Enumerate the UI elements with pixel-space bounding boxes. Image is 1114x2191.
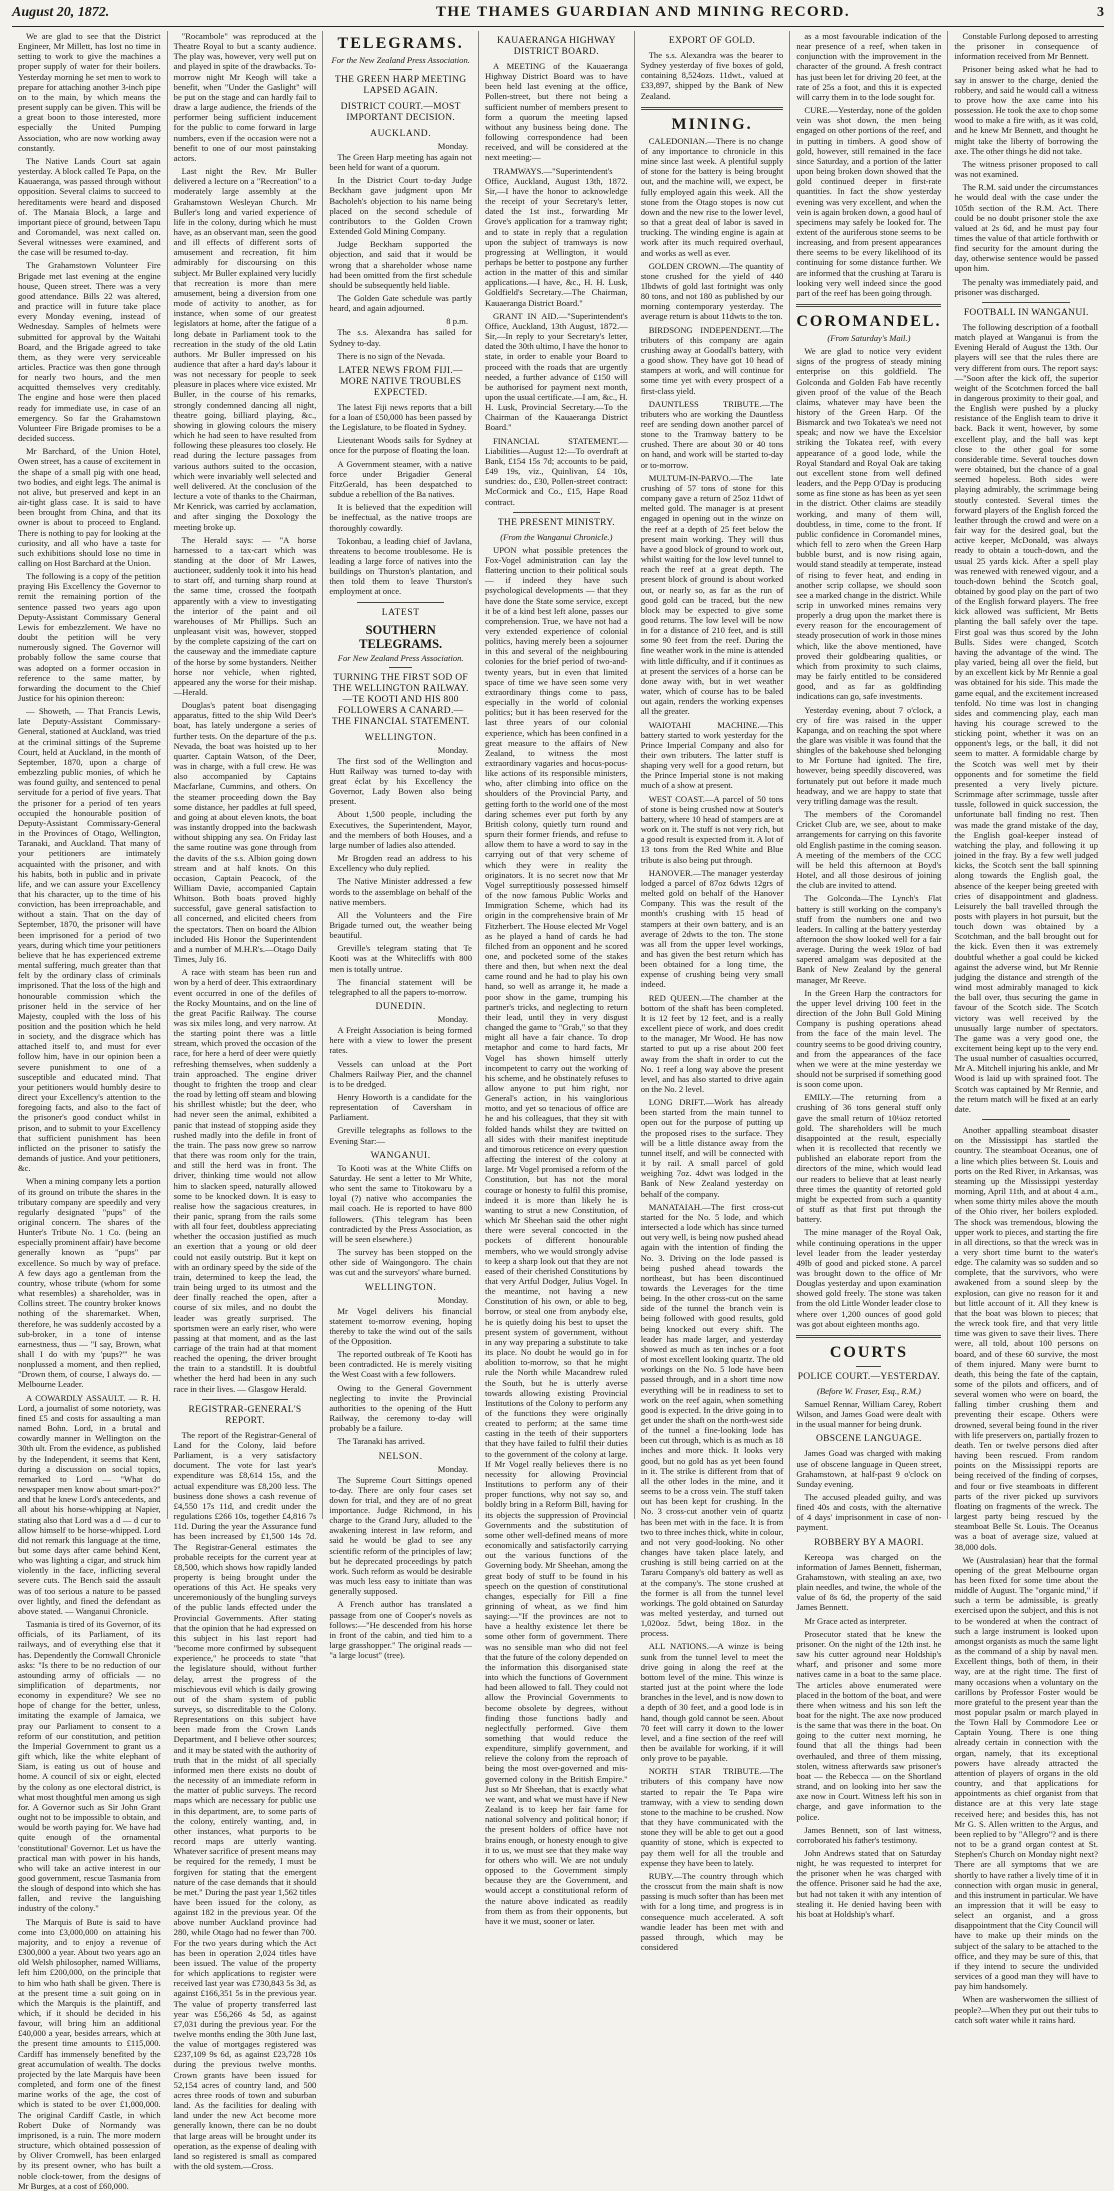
subheading: LATER NEWS FROM FIJI.—MORE NATIVE TROUBLES EXPECTED. (338, 365, 463, 398)
column-7 (948, 31, 1104, 2025)
article-paragraph: MANATAIAH.—The first cross-cut started for the No. 5 lode, and which intersected a lode which has since turned out very well, is being now pushed ahead again with the intention of finding the No. 3. Driving on the lode passed is being pushed ahead towards the northeast, but has been discontinued towards the Leverages for the time being. In the other cross-cut on the same side of the tunnel the branch vein is being followed with good results, gold being knocked out every shift. The leader has made larger, and yesterday showed as much as ten inches or a foot of most excellent looking quartz. The old workings on the No. 5 lode have been passed through, and in a short time now everything will be in readiness to set to work on the reef again, when something good is expected. In the drive going in to get under the shaft on the north-west side of the tunnel a fine-looking lode has been cut through, which is as much as 18 inches and more thick. It looks very good, but no gold has as yet been found in it. The strike is different from that of all the other lodes in the mine, and it seems to be a cross vein. The stuff taken out has been kept for crushing. In the No. 3 cross-cut another vein of quartz has been met with in the face. It is from two to three inches thick, white in colour, and not very good-looking. No other changes have taken place lately, and crushing is still being carried on at the Tararu Company's old battery as well as at the company's. The stone crushed at the former is all from the tunnel level workings. The gold obtained on Saturday was melted yesterday, and turned out 1,020oz. 5dwt, being 18oz. in the process. (640, 1201, 784, 1639)
page-header (12, 4, 1104, 27)
article-paragraph: The following is a copy of the petition praying His Excellency the Governor to remit the remaining portion of the sentence passed two years ago upon Deputy-Assistant Commissary General Lewis for embezzlement. We have no doubt the petition will be very numerously signed. The Governor will probably follow the same course that was adopted on a former occasion in reference to the same matter, by forwarding the document to the Chief Justice for his opinion thereon: (18, 571, 161, 703)
article-paragraph: Kereopa was charged on the information of James Bennett, fisherman, Grahamstown, with stealing an axe, two plain needles, and twine, the whole of the value of 8s 6d, the property of the said James Bennett. (796, 1551, 942, 1613)
article-paragraph: The Native Lands Court sat again yesterday. A block called Te Papa, on the Kauaeranga, was passed through without opposition. Several claims to succeed to hereditaments were heard and disposed of. The Manaia Block, a large and important piece of ground, between Tapu and Coromandel, was next called on. Several witnesses were examined, and the case will be resumed to-day. (18, 155, 161, 258)
divider (796, 1335, 941, 1338)
article-paragraph: The Green Harp meeting has again not been held for want of a quorum. (329, 152, 473, 173)
article-paragraph: A Freight Association is being formed here with a view to lower the present rates. (329, 1025, 473, 1056)
article-paragraph: The penalty was immediately paid, and prisoner was discharged. (954, 276, 1099, 297)
press-association-note: For New Zealand Press Association. (337, 652, 464, 663)
article-paragraph: The R.M. said under the circumstances he would deal with the case under the 105th section of the R.M. Act. There could be no doubt prisoner stole the axe valued at 2s 6d, and he must pay four times the value of that article forthwith or find security for the amount during the day, otherwise sentence would be passed upon him. (954, 182, 1099, 274)
section-heading: THE PRESENT MINISTRY. (497, 517, 615, 528)
article-paragraph: CURE.—Yesterday, none of the golden vein was shot down, the men being engaged on other portions of the reef, and in putting in timbers. A good show of gold, however, still remained in the face since Saturday, and a portion of the latter upon being broken down showed that the gold continued deeper in first-rate quantities. In fact the show yesterday evening was very excellent, and when the vein is again broken down, a good haul of specimens may safely be looked for. The extent of the auriferous stone seems to be increasing, and from present appearances there seems to be every likelihood of its continuing for some distance further. We are informed that the crushing at Tararu is looking very well indeed since the good part of the reef has been going through. (796, 105, 942, 298)
divider (389, 667, 412, 668)
subheading: TURNING THE FIRST SOD OF THE WELLINGTON RAILWAY.—TE KOOTI AND HIS 800 FOLLOWERS A CANARD.—THE FINANCIAL STATEMENT. (331, 672, 470, 727)
place-heading: WANGANUI. (370, 1150, 431, 1161)
article-paragraph: HANOVER.—The manager yesterday lodged a parcel of 87oz 6dwts 12grs of melted gold on behalf of the Hanover Company. This was the result of the month's crushing with 15 head of stampers at their own battery, and is an average of 2dwts to the ton. The stone was all from the upper level workings, and has given the best return which has been obtained for a long time, the expense of crushing being very small indeed. (640, 867, 784, 990)
article-paragraph: Owing to the General Government neglecting to invite the Provincial authorities to the opening of the Hutt Railway, the ceremony to-day will probably be a failure. (329, 1382, 473, 1434)
article-paragraph: A COWARDLY ASSAULT. — R. H. Lord, a journalist of some notoriety, was fined £5 and costs for assaulting a man named Bohn. Lord, in a brutal and cowardly manner in Wellington on the 30th ult. From the evidence, as published by the Independent, it seems that Kent, during a discussion on social topics, remarked to Lord — "What do newspaper men know about smart-pox?" and that he knew Lord's antecedents, and all about his horse-whipping at Napier, stating also that Lord was a d — d cur to allow himself to be horse-whipped. Lord did not remark this language at the time, but some days after came behind Kent, who was lighting a cigar, and struck him violently in the face, inflicting several severe cuts. The Bench said the assault was of too serious a nature to be passed over lightly, and fined the defendant as above stated. — Wanganui Chronicle. (18, 1392, 161, 1616)
divider (982, 1119, 1070, 1120)
article-paragraph: Mr Barchard, of the Union Hotel, Owen street, has a cause of excitement in the shape of a small pig with one head, two bodies, and eight legs. The animal is not alive, but preserved and kept in an air-tight glass case. It is said to have been brought from China, and that its owner is about to proceed to England. There is nothing to pay for looking at the curiosity, and all who have a taste for such exhibitions should lose no time in calling on Host Barchard at the Union. (18, 446, 161, 568)
article-paragraph: NORTH STAR TRIBUTE.—The tributers of this company have now started to repair the Te Papa wire tramway, with a view to sending down stone to the machine to be crushed. Now that they have communicated with the stone they will be able to get out a good quantity of stone, which is expected to pay them well for all the trouble and expense they have been to lately. (640, 1766, 784, 1868)
article-paragraph: BIRDSONG INDEPENDENT.—The tributers of this company are again crushing away at Goodall's battery, with a good show. They have got 10 head of stampers at work, and will continue for some time yet with every prospect of a first-class yield. (640, 324, 784, 396)
article-paragraph: WAIOTAHI MACHINE.—This battery started to work yesterday for the Prince Imperial Company and also for their own tributers. The latter stuff is shaping very well for a good return, but the Prince Imperial stone is not making much of a show at present. (640, 719, 784, 791)
article-paragraph: UPON what possible pretences the Fox-Vogel administration can lay the flattering unction to their political souls — if indeed they have such psychological developments — that they have done the State some service, except it be of a kind best left alone, passes our comprehension. True, we have not had a very extended experience of colonial politics, having merely been a sojourner in this and several of the neighbouring colonies for the brief period of two-and-twenty years, but in even that limited space of time we have seen some very extraordinary things come to pass, especially in the world of colonial politics; but it has been reserved for the last three years of our colonial experience, which has been confined in a great measure to the affairs of New Zealand, to witness the most extraordinary vagaries and hocus-pocus-like actions of its responsible ministers, who, after climbing into office on the shoulders of the Provincial Party, and getting forth to the world one of the most daring schemes ever put forth by any British colony, quietly turn round and spurn their former friends, and refuse to allow them to have a word to say in the carrying out of that very scheme of which they were in reality the originators. It is no secret now that Mr Vogel surreptitiously possessed himself of the now famous Public Works and Immigration Scheme, which had its origin in the comprehensive brain of Mr Fitzherbert. The House elected Mr Vogel as he played a hand of cards he had filched from an opponent and he scored one, and pocketed some of the stakes there and then, but when next the deal came round and he had to play his own hand, so well as arrange it, he made a poor show in the game, trumping his partner's tricks, and neglecting to return their lead, until they in very disgust changed the game to "Grab," so that they might all have a fair chance. To drop metaphor and come to hard facts, Mr Vogel has shown himself utterly incompetent to carry out the working of his scheme, and he obstinately refuses to allow anyone to put him right, nor General's action, in his vainglorious motto, and yet so tenacious of office are he and his colleagues, that they sit with folded hands whilst they are twitted on all sides with their manifest ineptitude and timorous reticence on every question affecting the interest of the colony at large. Mr Vogel promised a reform of the Constitution, but has not the moral courage or honesty to fulfil this promise, indeed it is more than likely he is wanting to strut a new Constitution, of which Mr Sheehan said the other night there were several concocted in the pockets of different honourable members, who we would strongly advise to keep a sharp look out that they are not eased of their cherished Constitutions by that very Artful Dodger, Julius Vogel. In the meantime, not having a new Constitution of his own, or able to beg, borrow, or steal one from anybody else, he is quietly doing his best to upset the present system of government, without in any way preparing a substitute to take its place. No doubt he would go in for abolition to-morrow, so that he might rule the North while Macandrew ruled the South, but he is utterly averse towards allowing existing Provincial Institutions of the Colony to perform any of the functions they were originally created to perform; at the same time casting in the teeth of their supporters that they have failed to fulfil their duties to the government of the colony at large. If Mr Vogel really believes there is no necessity for allowing Provincial Institutions to perform any of their proper functions, why not say so, and boldly bring in a Reform Bill, having for its objects the suppression of Provincial Governments and the substitution of some other well-defined means of more economically and satisfactorily carrying out the various functions of the Governing body. Mr Sheehan, among the great body of stuff to be found in his speech on the question of constitutional changes, especially for Fill a fine grinning of wheat, as we find him saying:—"If the provinces are not to have a healthy existence let there be some other form of government. There was no sensible man who did not feel that the future of the colony depended on the information this disorganised state into which the functions of Government had been allowed to fall. They could not allow the Provincial Governments to become obsolete by degrees, without finding those functions badly and neglectfully performed. Give them something that would reduce the expenditure, simplify government, and relieve the colony from the reproach of being the most over-governed and mis-governed colony in the British Empire." Just so Mr Sheehan, that is exactly what we want, and what we must have if New Zealand is to keep her fair fame for national solvency and political honor; if the present holders of office have not brains enough, or honesty enough to give it to us, we must see that they make way for others who will. We are not unduly opposed to the Government simply because they are the Government, and would accept a constitutional reform of the nature above indicated as readily from them as from their opponents, but have it we must, sooner or later. (485, 544, 628, 1926)
article-paragraph: A Government steamer, with a native force under Brigadier General FitzGerald, has been despatched to subdue a rebellion of the Ba natives. (329, 458, 473, 500)
article-paragraph: Tasmania is tired of its Governor, of its officials, of its Parliament, of its railways, and of everything else that it has. Dependently the Cornwall Chronicle asks: "Is there to be no reduction of our astounding army of officials — no simplification of departments, nor economy in expenditure? We see no hope of change for the better, unless, imitating the example of Jamaica, we pray our Parliament to consent to a reform of our constitution, and petition the Imperial Government to grant us a gift which, like the white elephant of Siam, is eating us out of house and home. A council of six or eight, elected by the colony as one electoral district, is what most thoughtful men among us sigh for. A Governor such as Sir John Grant ought not to be impossible to obtain, and would be worth paying for. We have had quite enough of the ornamental 'constitutional' Governor. Let us have the practical man with power in his hands, who will take an active interest in our good government, rescue Tasmania from the slough of despond into which she has fallen, and revive the languishing industry of the colony." (18, 1619, 161, 1914)
article-paragraph: James Bennett, son of last witness, corroborated his father's testimony. (796, 1824, 942, 1845)
article-paragraph: CALEDONIAN.—There is no change of any importance to chronicle in this mine since last week. A plentiful supply of stone for the battery is being brought out, and the machine will, we expect, be fully employed again this week. All the stone from the Otago stopes is now cut down and the new rise to the lower level, so that a great deal of labor is saved in trucking. The winding engine is again at work after its much required overhaul, and works as well as ever. (640, 135, 784, 258)
place-heading: NELSON. (378, 1451, 423, 1462)
article-paragraph: The survey has been stopped on the other side of Waingongoro. The chain was cut and the surveyors' whare burned. (329, 1247, 473, 1278)
column-5 (635, 31, 791, 1952)
article-paragraph: The Golconda—The Lynch's Flat battery is still working on the company's stuff from the numbers one and two leaders. In calling at the battery yesterday afternoon the show looked well for a fair average. During the week 19loz of bad sapered amalgam was deposited at the Bank of New Zealand by the general manager, Mr Reeve. (796, 893, 942, 985)
article-paragraph: GOLDEN CROWN.—The quantity of stone crushed for the yield of 440 1lbdwts of gold last fortnight was only 80 tons, and not 180 as published by our morning contemporary yesterday. The average return is about 11dwts to the ton. (640, 260, 784, 322)
article-paragraph: We are glad to notice very evident signs of the progress of steady mining enterprise on this goldfield. The Golconda and Golden Fab have recently given proof of the value of the Beach claims, whatever may have been the history of the Green Harp. Of the Bismarck and two Tokatea's we need not speak; and now we have the Excelsior striking the Tokatea reef, with every appearance of a good lode, while the Royal Standard and Royal Oak are taking out excellent stone from well defined leaders, and the Pepp O'Day is producing some as fine stone as has been as yet seen in the district. Other claims are steadily working, and many of them will, doubtless, in time, come to the front. If public confidence in Coromandel mines, which fell to zero when the Green Harp bubble burst, and is now rising again, would stand steadily at temperate, instead of rising to fever heat, and ending in another scrip collapse, we should soon see a marked change in the district. While scrip in unworked mines remains very properly a drug upon the market there is every reason for the encouragement of steady prosecution of work in those mines which, like the above mentioned, have proved their goldbearing qualities, or which from proximity to such claims, may be fairly entitled to be considered good, and as far as goldfinding indications can go, safe investments. (796, 346, 942, 702)
article-paragraph: We are glad to see that the District Engineer, Mr Millett, has lost no time in setting to work to give the machines a proper supply of water for their boilers. Yesterday morning he set men to work to prepare for attaching another 3-inch pipe on to the main, by which means the present supply can be given. This will be a great boon to those interested, more especially the United Pumping Association, who are now working away constantly. (18, 31, 161, 153)
article-paragraph: The Herald says: — "A horse harnessed to a tax-cart which was standing at the door of Mr Lawes, auctioneer, suddenly took it into his head to start off, and turning sharp round at the same time, crossed the footpath apparently with a view to investigating the interior of the paint and oil warehouses of Mr Phillips. Such an unpleasant visit was, however, stopped by the complete capsizing of the cart on the causeway and the immediate capture of the horse by some bystanders. Neither horse nor vehicle, when righted, appeared any the worse for their mishap.—Herald. (173, 534, 317, 697)
dateline: Monday. (437, 141, 469, 151)
columns (12, 31, 1104, 2191)
section-heading: EXPORT OF GOLD. (668, 36, 756, 46)
source-note: (From the Wanganui Chronicle.) (500, 531, 613, 542)
article-paragraph: DAUNTLESS TRIBUTE.—The tributers who are working the Dauntless reef are sending down another parcel of stone to the Tramway battery to be crushed. There are about 30 or 40 tons on hand, and work will be started to-day or to-morrow. (640, 398, 784, 470)
article-paragraph: Greville telegraphs as follows to the Evening Star:— (329, 1125, 473, 1146)
article-paragraph: The witness prisoner proposed to call was not examined. (954, 158, 1099, 180)
subheading: POLICE COURT.—YESTERDAY. (797, 1371, 941, 1382)
article-paragraph: In the District Court to-day Judge Beckham gave judgment upon Mr Bacholeh's objection to his name being placed on the second schedule of contributors to the Golden Crown Extended Gold Mining Company. (329, 175, 473, 237)
article-paragraph: The accused pleaded guilty, and was fined 40s and costs, with the alternative of 4 days' imprisonment in case of non-payment. (796, 1492, 942, 1533)
article-paragraph: The s.s. Alexandra was the bearer to Sydney yesterday of five boxes of gold, containing 8,524ozs. 11dwt., valued at £33,897, shipped by the Bank of New Zealand. (640, 50, 784, 101)
article-paragraph: ALL NATIONS.—A winze is being sunk from the tunnel level to meet the drive going in along the reef at the bottom level of the mine. This winze is started just at the point where the lode branches in the level, and is now down to a depth of 30 feet, and a good lode is in hand, though gold cannot be seen. About 70 feet will carry it down to the lower level, and a fine section of the reef will then be available for working, if it will only prove to be payable. (640, 1641, 784, 1764)
divider (856, 1366, 881, 1367)
page-number: 3 (1097, 5, 1104, 20)
column-2 (168, 31, 324, 2172)
article-paragraph: The Native Minister addressed a few words to the assemblage on behalf of the native members. (329, 876, 473, 907)
article-paragraph: A French author has translated a passage from one of Cooper's novels as follows:—"He descended from his horse in front of the cabin, and tied him to a large grasshopper." The original reads — "a large locust" (tree). (329, 1599, 473, 1661)
article-paragraph: About 1,500 people, including the Executives, the Superintendent, Mayor, and the members of both Houses, and a large number of ladies also attended. (329, 809, 473, 850)
courts-heading: COURTS (829, 1343, 908, 1361)
article-paragraph: The following description of a football match played at Wanganui is from the Evening Herald of August the 13th. Our players will see that the rules there are very different from ours. The report says:—"Soon after the kick off, the superior weight of the Scotchmen forced the ball in dangerous proximity to their goal, and the English were pushed by a plucky resistance of the English team to drive it back. Back it went, however, by some excellent play, and the ball was kept close to the other goal for some considerable time. Several touches down were obtained, but the chance of a goal seemed hopeless. Both sides were playing admirably, the scrimmage being stoutly contested. Several times the forward players of the English forced the leather through the crowd and were on a fair way for the desired goal, but the active keeper, McDonald, was always ready to obtain a touch-down, and the usual 25 yards kick. After a spell play was renewed with renewed vigour, and a touch-down behind the Scotch goal, obtained by good play on the part of two of the English forward players. The free kick allowed was sufficient, Mr Betts planting the ball safely over the tape. First goal was thus scored by the John Bulls. Sides were changed, Scotch having the advantage of the wind. The play varied, being all over the field, but by an excellent kick by Mr Rennie a goal was obtained for his side. This made the game equal, and the excitement increased tenfold. No time was lost in changing sides and commencing play, each man having his courage screwed to the sticking point, whether it was on an opponent's legs, or the ball, it did not seem to matter. A formidable charge by the Scotch was well met by their opponents and for sometime the field presented a very lively picture. Scrimmage after scrimmage, tussle after tussle, followed in quick succession, the unfortunate ball finding no rest. Then was made the grand mistake of the day, the English goal-keeper instead of watching the play, and following it up joined in the fray. By a few well judged kicks, the Scotch sent the ball spinning along towards the English goal, the absence of the keeper being greeted with cries of disappointment and gladness. Leisurely the ball travelled through the posts with players in hot pursuit, but the touch down was obtained by a Scotchman, and the ball brought out for the kick. Even then it was extremely doubtful whether a goal could be kicked against the adverse wind, but Mr Rennie judging the distance and strength of the wind most admirably managed to kick the ball over, thus securing the game in favour of the Scotch side. The Scotch victory was well received by the unusually large number of spectators. The game was a very good one, the excitement being kept up to the very end. The usual number of casualties occurred, Mr A. Mitchell injuring his ankle, and Mr Wood is laid up with sprained foot. The Scotch was captained by Mr Rennie, and the return match will be fixed at an early date. (954, 321, 1099, 1114)
divider (389, 69, 412, 70)
article-paragraph: The Supreme Court Sittings opened to-day. There are only four cases set down for trial, and they are of no great importance. Judge Richmond, in his charge to the Grand Jury, alluded to the awakening interest in law reform, and said he would be glad to see any scientific reform of the principles of law; but he deprecated proceedings by patch work. Such reform as would be desirable was much less easy to initiate than was generally supposed. (329, 1474, 473, 1597)
article-paragraph: In the Green Harp the contractors for the upper level driving 100 feet in the direction of the John Bull Gold Mining Company is pushing operations ahead from the face of the main level. The country seems to be good driving country, and from the appearances of the face when we were at the mine yesterday we should not be surprised if something good is soon come upon. (796, 987, 942, 1090)
article-paragraph: "Rocambole" was reproduced at the Theatre Royal to but a scanty audience. The play was, however, very well put on and played in spite of the drawbacks. To-morrow night Mr Keogh will take a benefit, when "Under the Gaslight" will be put on the stage and can hardly fail to draw a large audience, the friends of the performer being sufficient inducement for the public to come forward in large numbers, even if the occasion were not a benefit to one of our most painstaking actors. (173, 31, 317, 163)
article-paragraph: Lieutenant Woods sails for Sydney at once for the purpose of floating the loan. (329, 435, 473, 456)
article-paragraph: Prosecutor stated that he knew the prisoner. On the night of the 12th inst. he saw his cutter aground near Holdship's wharf, and prisoner and some more natives came in a boat to the same place. The articles above enumerated were placed in the bottom of the boat, and were there when witness and his son left the boat for the night. The axe now produced is the same that was there in the boat. On going to the cutter next morning, he found that all the things had been overhauled, and three of them missing, stolen, witness afterwards saw prisoner's boat — the Rebecca — on the Shortland strand, and on looking into her saw the axe now in Court. Witness left his son in charge, and gave information to the police. (796, 1628, 942, 1822)
place-heading: AUCKLAND. (370, 129, 432, 139)
article-paragraph: John Andrews stated that on Saturday night, he was requested to interpret for the prisoner when he was charged with the offence. Prisoner said he had the axe, but had not taken it with any intention of stealing it. He denied having been with his boat at Holdship's wharf. (796, 1848, 942, 1919)
press-association-note: For the New Zealand Press Association. (331, 55, 470, 65)
divider (202, 1399, 289, 1400)
article-paragraph: as a most favourable indication of the near presence of a reef, when taken in conjunction with the improvement in the character of the ground. A fresh contract has just been let for driving 20 feet, at the rate of 25s a foot, and this it is expected will carry them in to the lode sought for. (796, 31, 942, 102)
article-paragraph: GRANT IN AID.—"Superintendent's Office, Auckland, 13th August, 1872.—Sir,—In reply to your Secretary's letter, dated the 30th ultimo, I have the honor to state, in order to enable your Board to proceed with the roads that are urgently needed, a further advance of £150 will be authorised for payment next month, upon the usual certificate.—I am, &c., H. H. Lusk, Provincial Secretary.—To the Chairman of the Kauaeranga District Board." (485, 310, 628, 433)
article-paragraph: Henry Howorth is a candidate for the representation of Caversham in Parliament. (329, 1092, 473, 1123)
column-4 (479, 31, 635, 1926)
dateline: Monday. (437, 1463, 469, 1474)
article-paragraph: Mr Vogel delivers his financial statement to-morrow evening, hoping thereby to take the wind out of the sails of the Opposition. (329, 1305, 473, 1346)
masthead: THE THAMES GUARDIAN AND MINING RECORD. (435, 4, 851, 20)
dateline: 8 p.m. (446, 316, 469, 327)
article-paragraph: It is believed that the expedition will be ineffectual, as the native troops are thoroughly cowardly. (329, 502, 473, 533)
article-paragraph: The Taranaki has arrived. (337, 1436, 425, 1447)
article-paragraph: The first sod of the Wellington and Hutt Railway was turned to-day with great éclat by his Excellency the Governor, Lady Bowen also being present. (329, 755, 473, 807)
article-paragraph: James Goad was charged with making use of obscene language in Queen street, Grahamstown, at half-past 9 o'clock on Sunday evening. (796, 1448, 942, 1489)
court-before-note: (Before W. Fraser, Esq., R.M.) (816, 1385, 921, 1396)
article-paragraph: The Golden Gate schedule was partly heard, and again adjourned. (329, 293, 473, 314)
article-paragraph: The members of the Coromandel Cricket Club are, we see, about to make arrangements for carrying on this favorite old English pastime in the coming season. A meeting of the members of the CCC will be held this afternoon at Boyd's Hotel, and all those desirous of joining the club are invited to attend. (796, 809, 942, 891)
article-paragraph: All the Volunteers and the Fire Brigade turned out, the weather being beautiful. (329, 909, 473, 941)
section-heading: FOOTBALL IN WANGANUI. (963, 307, 1089, 318)
column-3 (323, 31, 479, 1661)
article-paragraph: MULTUM-IN-PARVO.—The late crushing of 57 tons of stone for this company gave a return of 25oz 11dwt of melted gold. The manager is at present engaged in opening out in the winze on the reef at a depth of 25 feet below the present main working. They will thus have a good block of ground to work out, whilst waiting for the low level tunnel to reach the reef at a great depth. The present block of ground is about worked out, or nearly so, as far as the run of good gold can be traced, but the new block may be expected to give some good returns. The low level will be now in for a distance of 210 feet, and is still some 90 feet from the reef. During the fine weather work in the mine is attended with little difficulty, and if it continues as at present the services of a horse can be done away with, but in wet weather water, which of course has to be baled out again, renders the working expenses all the greater. (640, 472, 784, 717)
southern-telegrams-heading: SOUTHERN TELEGRAMS. (359, 622, 443, 651)
divider (982, 302, 1070, 303)
article-paragraph: Judge Beckham supported the objection, and said that it would be wrong that a shareholder whose name had been omitted from the first schedule should be subsequently held liable. (329, 239, 473, 290)
subheading: DISTRICT COURT.—MOST IMPORTANT DECISION. (340, 102, 461, 123)
article-paragraph: There is no sign of the Nevada. (337, 350, 445, 361)
article-paragraph: When are washerwomen the silliest of people?—When they put out their tubs to catch soft water while it rains hard. (954, 1994, 1099, 2025)
issue-date: August 20, 1872. (12, 5, 110, 20)
subheading: ROBBERY BY A MAORI. (814, 1537, 924, 1548)
article-paragraph: Prisoner being asked what he had to say in answer to the charge, denied the robbery, and said he would call a witness to prove how the axe came into his possession. He took the axe to chop some wood to make a fire with, as it was cold, and he knew Mr Bennett, and thought he might take the liberty of borrowing the axe. The other things he did not take. (954, 64, 1099, 156)
article-paragraph: — Showeth, — That Francis Lewis, late Deputy-Assistant Commissary-General, stationed at Auckland, was tried at the criminal sittings of the Supreme Court, held at Auckland, in the month of September, 1870, upon a charge of embezzling public monies, of which he was found guilty, and sentenced to penal servitude for a period of five years. That the prisoner for a period of ten years occupied the honourable position of Deputy-Assistant Commissary-General in the Provinces of Otago, Wellington, Taranaki, and Auckland. That many of your petitioners are intimately acquainted with the prisoner, and with his habits, both in public and in private life, and we can assure your Excellency that his character, up to the time of his conviction, has been irreproachable, and without a stain. That on the day of September, 1870, the prisoner will have been imprisoned for a period of two years, during which time your petitioners believe that he has experienced extreme mental suffering, much greater than that felt by the ordinary class of criminals imprisoned. That the loss of the high and honourable commission which the prisoner held in the service of her Majesty, coupled with the loss of his position and the position which he held in society, and the disgrace which has attached itself to, and must for ever follow him, have in our opinion been a severe punishment to one of a susceptible and educated mind. That your petitioners would humbly desire to direct your Excellency's attention to the foregoing facts, and also to the fact of the prisoner's good conduct whilst in prison, and to submit to your Excellency that sufficient punishment has been inflicted on the prisoner to satisfy the demands of justice. And your petitioners, &c. (18, 706, 161, 1174)
coromandel-heading: COROMANDEL. (796, 313, 942, 331)
article-paragraph: The Grahamstown Volunteer Fire Brigade met last evening at the engine house, Queen street. There was a very good attendance. Bills 22 was altered, and practice will in future take place every Monday evening, instead of Wednesday. Samples of helmets were submitted for approval by the Waitahi Board, and the Brigade agreed to take them, as they were very serviceable articles. Practice was then gone through for nearly two hours, and the men acquitted themselves very creditably. The engine and hose were then placed ready for immediate use, in case of an emergency. So far the Grahamstown Volunteer Fire Brigade promises to be a decided success. (18, 260, 161, 444)
article-paragraph: The report of the Registrar-General of Land for the Colony, laid before Parliament, is a very satisfactory document. The vote for last year's expenditure was £8,614 15s, and the actual expenditure was £8,200 less. The business done shows a cash revenue of £4,550 17s 11d, and credit under the regulations £266 10s, together £4,816 7s 11d. During the year the Assurance fund has been increased by £1,500 14s 7d. The Registrar-General estimates the probable receipts for the current year at £8,500, which shows how rapidly landed property is being brought under the operations of this Act. He speaks very unceremoniously of the bungling surveys of the public lands effected under the Provincial Governments. After stating that the opinion that he had expressed on this subject in his last report had "become more confirmed by subsequent experience," he proceeds to state "that the legislature should, without further delay, arrest the progress of the mischievous evil which is daily growing out of the sham system of public surveys, so discreditable to the Colony. Representations on this subject have been made from the Crown Lands Department, and I believe other sources; and it may be stated with the authority of truth that in the midst of all specially informed men there exists no doubt of the necessity of an immediate reform in the matter of public surveys. The record maps which are necessary for public use in this department, are, to some parts of the colony, entirely wanting, and, in other instances, what purports to be record maps are utterly wanting. Whatever sacrifice of present means may be required for the remedy, I must be forgiven for stating that the emergent nature of the case demands that it should be met." During the past year 1,562 titles have been issued for the colony, as against 182 in the previous year. Of the above number Auckland province had 280, while Otago had no fewer than 700. For the two years during which the Act has been in operation 2,024 titles have been issued. The value of the property for which applications to register were received last year was £730,843 5s 3d, as against £166,351 5s in the previous year. The value of property transferred last year was £56,266 4s 5d, as against £7,031 during the previous year. For the twelve months ending the 30th June last, the value of mortgages registered was £237,109 9s 6d, as against £23,728 10s during the previous twelve months. Crown grants have been issued for 52,154 acres of country land, and 500 acres three roods of town and suburban land. As the facilities for dealing with land under the new Act become more generally known, there can be no doubt that large areas will be brought under its operation, as the expense of dealing with land so registered is small as compared with the old system.—Cross. (173, 1429, 317, 2172)
article-paragraph: The latest Fiji news reports that a bill for a loan of £50,000 has been passed by the Legislature, to be floated in Sydney. (329, 401, 473, 433)
article-paragraph: Greville's telegram stating that Te Kooti was at the Whitecliffs with 800 men is totally untrue. (329, 943, 473, 974)
article-paragraph: RED QUEEN.—The chamber at the bottom of the shaft has been completed. It is 12 feet by 12 feet, and is a really excellent piece of work, and does credit to the manager, Mr Wood. He has now started to put up a rise about 200 feet away from the shaft in order to cut the No. 1 reef a long way above the present level, and has also started to drive again on the No. 2 level. (640, 992, 784, 1094)
section-heading: REGISTRAR-GENERAL'S REPORT. (188, 1404, 302, 1426)
article-paragraph: When a mining company lets a portion of its ground on tribute the shares in the tributary company are speedily and very regularly designated "pups" of the original concern. The shares of the Hunter's Tribute No. 1 Co. (being an especially prominent affair) have become generally known as "pups" par excellence. So much by way of preface. A few days ago a gentleman from the country, whose tribute (whom for some what resembles) a shareholder, was in Collins street. The country broker knows nothing of the sharemarket. When, therefore, he was suddenly accosted by a sub-broker, in a tone of intense earnestness, thus — "I say, Brown, what shall I do with my 'pups?'" he was nonplussed a moment, and then replied, "Drown them, of course, I always do. — Melbourne Leader. (18, 1176, 161, 1390)
column-1 (12, 31, 168, 2191)
article-paragraph: Samuel Rennar, William Carey, Robert Wilson, and James Goad were dealt with in the usual manner for being drunk. (796, 1398, 942, 1430)
source-note: (From Saturday's Mail.) (827, 333, 911, 344)
article-paragraph: Yesterday evening, about 7 o'clock, a cry of fire was raised in the upper Kapanga, and on reaching the spot where the glare was visible it was found that the shingles of the bakehouse shed belonging to Mr Fortune had ignited. The fire, however, being speedily discovered, was fortunately put out before it made much headway, and we are happy to state that very trifling damage was the result. (796, 704, 942, 806)
article-paragraph: The financial statement will be telegraphed to all the papers to-morrow. (329, 976, 473, 997)
article-paragraph: Constable Furlong deposed to arresting the prisoner in consequence of information received from Mr Bennett. (954, 31, 1099, 62)
mining-heading: MINING. (671, 115, 753, 133)
section-heading: KAUAERANGA HIGHWAY DISTRICT BOARD. (496, 36, 616, 57)
article-paragraph: The reported outbreak of Te Kooti has been contradicted. He is merely visiting the West Coast with a few followers. (329, 1349, 473, 1380)
article-paragraph: Mr Grace acted as interpreter. (804, 1615, 907, 1626)
dateline: Monday. (437, 1014, 469, 1025)
article-paragraph: LONG DRIFT.—Work has already been started from the main tunnel to open out for the purpose of putting up the proposed rises to the surface. They will be a little distance away from the tunnel itself, and will be connected with it by rail. A small parcel of gold weighing 7oz. 4dwt was lodged in the Bank of New Zealand yesterday on behalf of the company. (640, 1097, 784, 1199)
article-paragraph: The Marquis of Bute is said to have come into £3,000,000 on attaining his majority, and to enjoy a revenue of £300,000 a year. About two years ago an old Welsh philosopher, named Williams, left him £200,000, on the principle that to him who hath shall be given. There is at the present time a suit going on in which the Marquis is the plaintiff, and which, if it should be decided in his favour, will bring him an additional £40,000 a year, besides arrears, which at the present time amounts to £115,000. Cardiff has immensely benefited by the great accumulation of wealth. The docks projected by the late Marquis have been completed, and form one of the finest marine works of the age, the cost of which is stated to be over £1,000,000. The original Cardiff Castle, in which Robert Duke of Normandy was imprisoned, is a ruin. The more modern structure, which obtained possession of by Oliver Cromwell, has been enlarged by its present owner, who has built a noble clock-tower, from the designs of Mr Burges, at a cost of £60,000. (18, 1916, 161, 2191)
divider (357, 602, 444, 603)
divider (513, 512, 600, 513)
article-paragraph: Douglas's patent boat disengaging apparatus, fitted to the ship Wild Deer's boat, has lately undergone a series of further tests. On the departure of the p.s. Nevada, the boat was hoisted up to her quarter. Captain Watson, of the Deer, was in charge, with a full crew. He was also accompanied by Captains Macfarlane, Cummins, and others. On the steamer proceeding down the Bay some distance, her paddles at full speed, and going at about eleven knots, the boat was instantly dropped into the backwash without shipping any sea. On Friday last the same routine was gone through from the davits of the s.s. Albion going down stream and at half knots. On this occasion, Captain Peacock, of the William Davie, accompanied Captain Whitson. Both boats proved highly successful, gave general satisfaction to all concerned, and elicited cheers from the spectators. Then on board the Albion included His Honor the Superintendent and a number of M.H.R's.—Otago Daily Times, July 16. (173, 700, 317, 965)
dateline: Monday. (437, 744, 469, 755)
place-heading: WELLINGTON. (364, 732, 437, 743)
divider (641, 107, 784, 110)
article-paragraph: TRAMWAYS.—"Superintendent's Office, Auckland, August 13th, 1872. Sir,—I have the honor to acknowledge the receipt of your Secretary's letter, dated the 1st inst., forwarding Mr Grove's application for a tramway right; and to state in reply that a regulation upon the subject of tramways is now progressing at Wellington, it would perhaps be better to postpone any further action in the matter of this and similar applications.—I have, &c., H. H. Lusk, Goldfield's Secretary.—The Chairman, Kauaeranga District Board." (485, 165, 628, 308)
article-paragraph: A MEETING of the Kauaeranga Highway District Board was to have been held last evening at the office, Pollen-street, but there not being a sufficient number of members present to form a quorum the meeting lapsed without any business being done. The following correspondence had been received, and will be considered at the next meeting:— (485, 61, 628, 163)
article-paragraph: Vessels can unload at the Port Chalmers Railway Pier, and the channel is to be dredged. (329, 1058, 473, 1089)
column-6 (790, 31, 948, 1919)
telegrams-heading: TELEGRAMS. (337, 35, 464, 52)
article-paragraph: RUBY.—The country through which the crosscut from the main shaft is now passing is much softer than has been met with for a long time, and progress is in consequence much accelerated. A soft wandie leader has been met with and passed through, which may be considered (640, 1870, 784, 1952)
dateline: Monday. (437, 1294, 469, 1305)
article-paragraph: EMILY.—The returning from a crushing of 36 tons general stuff only gave the small return of 10¼oz retorted gold. The shareholders will be much disappointed at the result, especially when it is recollected that recently we published an elaborate report from the directors of the mine, which would lead our readers to believe that at least nearly three times the quantity of retorted gold might be expected from such a quantity of stuff as that first put through the battery. (796, 1092, 942, 1225)
article-paragraph: A race with steam has been run and won by a herd of deer. This extraordinary event occurred in one of the defiles of the Rocky Mountains, and on the line of the great Pacific Railway. The course was six miles long, and very narrow. At the starting point there was a little stream, which proved the occasion of the race, for here a herd of deer were quietly refreshing themselves, when suddenly a train approached. The engine driver thought to frighten the troop and clear the road by letting off steam and blowing his shrillest whistle; but the deer, who had never seen the animal, exhibited a panic that instead of stopping aside they rushed madly into the defile in front of the train. The pass now grew so narrow that there was room only for the train, and still the herd was in front. The driver, thinking time would not allow him to slacken speed, naturally allowed some to be knocked down. It is easy to realise how the sagacious creatures, in their panic, sprang from the rails some with all four feet, doubtless appreciating whether the occasion justified as much an exertion that a young or old deer could not easily outstrip. But it kept on with an ordinary speed by the side of the train, determined to keep the lead, the train being urged to its utmost and the deer finally reached the open, after a course of six miles, and no doubt the leader was greatly surprised. The sportsmen were an early riser, who were passing at that moment, and as the last carriage of the train had at that moment reached the opening, the driver brought the train to a standstill. It is doubtful whether the herd had been in any such race in their lives. — Glasgow Herald. (173, 967, 317, 1394)
article-paragraph: Mr Brogden read an address to his Excellency who duly replied. (329, 853, 473, 874)
article-paragraph: We (Australasian) hear that the formal opening of the great Melbourne organ has been fixed for some time about the middle of August. The "organic mind," if such a term be admissible, is greatly exercised upon the subject, and this is not to be wondered at when the contract of such a large instrument is looked upon amongst organists as much the same light as the command of a ship by naval men. Excellent things, both of them, in their way, are at the right time. The first of many occasions when a voluntary on the carillons by Professor Foster would be more grateful to the present year than the most popular psalm or march played in the Town Hall by Commodore Lee or Captain Young. There is one thing already certain in connection with the organ, namely, that its exceptional powers have already attracted the attention of players of organs in the old country, and that applications for appointments as chief organist from that distance are at this very late stage received here; and besides this, has not Mr G. S. Allen written to the Argus, and been replied to by "Allegro"? and is there not to be a grand organ contest at St. Stephen's Church on Monday night next? There are all symptoms that we are shortly to have rather a lively time of it in connection with organ music in general, and this instrument in particular. We have an impression that it will be easy to select an organist, and a gross disappointment that the City Council will have to make up their minds on the subject of the salary to be attached to the office, and they may be sure of this, that if they intend to secure the undivided services of a good man they will have to pay him handsomely. (954, 1554, 1099, 1992)
subheading: OBSCENE LANGUAGE. (815, 1434, 922, 1445)
subheading: THE GREEN HARP MEETING LAPSED AGAIN. (334, 75, 467, 96)
article-paragraph: To Kooti was at the White Cliffs on Saturday. He sent a letter to Mr White, who sent the same to Titokowaru by a loyal (?) native who accompanies the mail coach. He is reported to have 800 followers. (This telegram has been contradicted by the Press Association, as will be seen elsewhere.) (329, 1162, 473, 1244)
article-paragraph: Tokonbau, a leading chief of Javlana, threatens to become troublesome. He is leading a large force of natives into the buildings on Thurston's plantation, and then told them to leave Thurston's employment at once. (329, 535, 473, 597)
article-paragraph: FINANCIAL STATEMENT.—Liabilities—August 12:—To overdraft at Bank, £154 15s 7d; accounts to be paid, £49 19s, viz., Quinlivan, £4 10s, sundries: do., £30, Pollen-street contract: McCormick and Co., £15, Hape Road contract. (485, 435, 628, 507)
article-paragraph: Last night the Rev. Mr Buller delivered a lecture on a "Recreation" to a moderately large assembly at the Grahamstown Wesleyan Church. Mr Buller's long and varied experience of life in the colony, during which he must have, as an observant man, seen the good and ill effects of different sorts of amusement and recreation, fit him admirably for discoursing on this subject. Mr Buller explained very lucidly that recreation is more than mere amusement, being a diversion from one mode of activity to another, as for instance, when some of our greatest legislators at home, after the fatigue of a long debate in Parliament took to the recreation in the study of the old Latin authors. Mr Buller impressed on his audience that after a hard day's labour it was not necessary for people to seek pleasure in places where vice existed. Mr Buller, in the course of his remarks, strongly condemned dancing all night, theatre going, billiard playing, &c., showing in glowing colours the misery which he had seen to have resulted from following these pleasures too closely. He read during the lecture passages from various authors suited to the occasion, which were invariably well selected and well delivered. At the conclusion of the lecture a vote of thanks to the Chairman, Mr Kenrick, was carried by acclamation, and after singing the Doxology the meeting broke up. (173, 166, 317, 532)
article-paragraph: The mine manager of the Royal Oak, while continuing operations in the upper level leader from the leader yesterday 49lb of good and picked stone. A parcel was brought down to the office of Mr Douglas yesterday and upon examination showed gold freely. The stone was taken from the old Little Wonder leader close to where over 1,200 ounces of good gold was got about eighteen months ago. (796, 1227, 942, 1329)
article-paragraph: Another appalling steamboat disaster on the Mississippi has startled the country. The steamboat Oceanus, one of a line which plies between St. Louis and ports on the Red River, in Arkansas, was steaming up the Mississippi yesterday morning, April 11th, and at about 4 a.m., when some thirty miles above the mouth of the Ohio river, her boilers exploded. The shock was tremendous, blowing the upper work to pieces, and starting the fire in all directions, so that the wreck was in a very short time burnt to the water's edge. The calamity was so sudden and so complete, that the survivors, who were awakened from a sound sleep by the explosion, can give no reason for it and but little account of it. All they knew is that the boat was blown to pieces; that the wreck took fire, and that very little time was given to save their lives. There were, all told, about 100 persons on board, and of these 60 survive, the most of them injured. Many were burnt to death, this being the fate of the captain, some of the pilots and officers, and of several women who were on board, the falling timber crushing them and preventing their escape. Others were drowned, several being found in the river with life preservers on, partially frozen to death. Ten or twelve persons died after having been rescued. From random points on the Mississippi reports are being received of the finding of corpses, and four or five steamboats in different parts of the river picked up survivors floating on fragments of the wreck. The largest party being rescued by the steamboat Belle St. Louis. The Oceanus was a boat of average size, valued at 38,000 dols. (954, 1125, 1099, 1552)
place-heading: DUNEDIN. (375, 1002, 426, 1013)
article-paragraph: WEST COAST.—A parcel of 50 tons of stone is being crushed now at Souter's battery, where 10 head of stampers are at work on it. The stuff is not very rich, but a good result is expected from it. A lot of 13 tons from the Red White and Blue tribute is also being put through. (640, 793, 784, 865)
divider (796, 304, 941, 307)
place-heading: WELLINGTON. (364, 1282, 437, 1293)
article-paragraph: The s.s. Alexandra has sailed for Sydney to-day. (329, 327, 473, 348)
latest-label: LATEST (381, 607, 420, 618)
